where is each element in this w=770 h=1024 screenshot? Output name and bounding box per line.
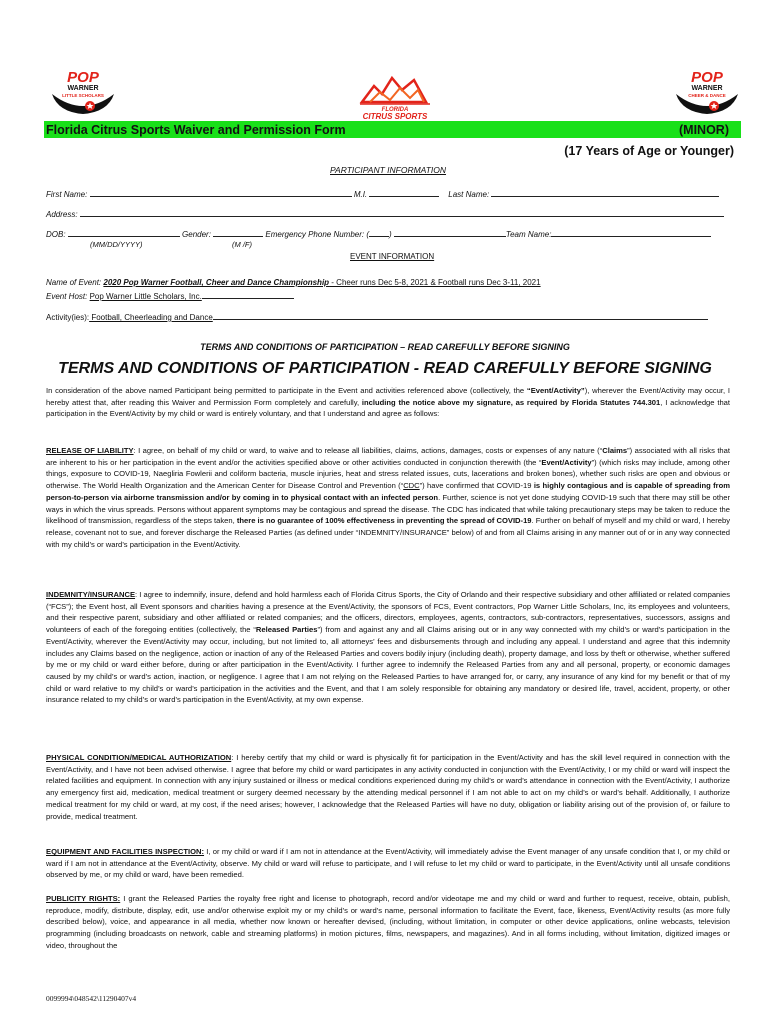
gender-field[interactable] (213, 228, 263, 237)
physical-heading: PHYSICAL CONDITION/MEDICAL AUTHORIZATION (46, 753, 232, 762)
intro-statute-notice: including the notice above my signature, as required by Florida Statutes 744.301 (361, 397, 661, 407)
release-paragraph (46, 445, 730, 550)
address-row (46, 208, 724, 219)
pop-warner-cheer-dance-logo (672, 66, 742, 116)
equipment-text: I, or my child or ward if I am not in attendance at the Event/Activity, will immediately advise the Event manager of any unsafe condition that I, or my child or ward if I am not in attendance at the Event/Activity, observe. My child or ward will refuse to participate, and I will refuse to let my child or ward to participate, in the Event/Activity until all unsafe conditions observed by me, or my child or ward, have been remedied. (46, 847, 731, 880)
activities-row (46, 311, 708, 322)
activities-label: Activity(ies): (46, 313, 90, 322)
participant-info-heading: PARTICIPANT INFORMATION (330, 165, 447, 175)
release-text-3: ”) (which risks may include, among other things, exposure to COVID-19, Naegliria Fowlerii and coliform bacteria, muscle injuries, heat and stress related issues, cuts, lacerations and broken bones), whether such risks are open and obvious or otherwise. The World Health Organization and the American Center for Disease Control and Prevention (“ (46, 457, 730, 491)
dob-hint: (MM/DD/YYYY) (90, 240, 143, 249)
dob-row (46, 228, 711, 239)
terms-big-heading: TERMS AND CONDITIONS OF PARTICIPATION - READ CAREFULLY BEFORE SIGNING (58, 360, 712, 377)
release-text-4: ”) have confirmed that COVID-19 (419, 481, 534, 491)
form-title: Florida Citrus Sports Waiver and Permission Form (46, 122, 346, 137)
last-name-label: Last Name: (448, 190, 490, 199)
event-host-row (46, 290, 294, 301)
publicity-heading: PUBLICITY RIGHTS: (46, 894, 121, 903)
publicity-text: I grant the Released Parties the royalty free right and license to photograph, record and/or videotape me and my child or ward and further to request, receive, obtain, publish, reproduce, modify, distribute, display, edit, use and/or otherwise exploit my or my child’s or ward’s name, personal information to facilitate the Event, face, likeness, Event/Activity results (as more fully described below), voice, and appearance in all media, whether now known or hereafter devised, (including, without limitation, in computer or other device applications, online webcasts, television programming (including broadcasts on network, cable and streaming platforms) in motion pictures, films, newspapers, and magazines). And in all forms including, without limitation, digitized images or video, throughout the (46, 894, 730, 950)
mi-label: M.I. (353, 190, 368, 199)
release-event-term: Event/Activity (541, 457, 592, 467)
team-label: Team Name: (505, 230, 552, 239)
age-subtitle: (17 Years of Age or Younger) (564, 144, 734, 158)
event-name-value: 2020 Pop Warner Football, Cheer and Dance Championship (103, 278, 330, 287)
logo-left-tag: LITTLE SCHOLARS (62, 93, 104, 98)
intro-text-2: ), wherever the Event/Activity may occur, I hereby attest that, after reading this Waiver and Permission Form completely and carefully, (46, 386, 730, 407)
event-name-detail: - Cheer runs Dec 5-8, 2021 & Football runs Dec 3-11, 2021 (329, 278, 541, 287)
release-text-1: : I agree, on behalf of my child or ward, to waive and to release all liabilities, claims, actions, damages, costs or expenses of any nature (“ (133, 446, 603, 455)
release-text-2: ”) associated with all risks that are inherent to his or her participation in the event and/or the activities specified above or other activities conducted in conjunction therewith (the “ (46, 446, 730, 467)
event-info-heading: EVENT INFORMATION (350, 252, 435, 261)
intro-event-term: “Event/Activity” (526, 386, 585, 395)
event-host-blank (202, 290, 294, 299)
intro-text-3: , I acknowledge that participation in the Event/Activity by my child or ward is entirely voluntary, and that I understand and agree as follows: (46, 397, 730, 419)
logo-left-warner: WARNER (67, 85, 99, 92)
dob-label: DOB: (46, 230, 66, 239)
event-host-value: Pop Warner Little Scholars, Inc. (89, 292, 202, 301)
gender-hint: (M /F) (232, 240, 252, 249)
indemnity-released-parties-term: Released Parties (255, 625, 318, 635)
intro-text-1: In consideration of the above named Participant being permitted to participate in the Event and activities referenced above (collectively, the (46, 386, 527, 395)
release-contagious-notice: is highly contagious and is capable of spreading from person-to-person via airborne transmission and/or by coming in to physical contact with an infected person (46, 481, 730, 502)
logo-left-pop: POP (67, 69, 99, 86)
activities-value: Football, Cheerleading and Dance (89, 313, 213, 322)
event-name-row (46, 278, 541, 287)
activities-blank (213, 311, 708, 320)
logo-center-florida: FLORIDA (381, 107, 409, 113)
phone-field[interactable] (394, 228, 506, 237)
document-id: 0099994\048542\11290407v4 (46, 994, 137, 1003)
florida-citrus-sports-logo (352, 72, 438, 122)
release-heading: RELEASE OF LIABILITY (46, 446, 134, 455)
first-name-field[interactable] (90, 188, 352, 197)
publicity-paragraph (46, 893, 730, 952)
last-name-field[interactable] (491, 188, 719, 197)
form-title-bar (44, 121, 741, 138)
indemnity-text-2: ”) from and against any and all Claims arising out or in any way connected with my child’s or ward’s participation in the Event/Activity, wherever the Event/Activity may occur, including, but not limited to, all attorneys’ fees and disbursements through and including any appeal. I understand and agree that this indemnity includes any Claims based on the negligence, action or inaction of any of the Released Parties and covers bodily injury (including death), property damage, and loss by theft or otherwise, whether suffered by me or my child or ward either before, during or after participation in the Event/Activity. I further agree to indemnify the Released Parties from any and all personal, property, or economic damages caused by my child’s or ward’s action, inaction, or negligence. I agree that I am not relying on the Released Parties to have arranged for, or carry, any insurance of any kind for my benefit or that of my child or ward relative to my child’s or ward’s participation in the activities and the Event, and that I am solely responsible for obtaining any mandatory or desired life, travel, accident, property, or other insurance related to my child’s or ward’s participation in the Event/Activity, at my own expense. (46, 625, 730, 705)
equipment-paragraph (46, 846, 730, 881)
indemnity-heading: INDEMNITY/INSURANCE (46, 590, 136, 599)
gender-label: Gender: (182, 230, 211, 239)
equipment-heading: EQUIPMENT AND FACILITIES INSPECTION: (46, 847, 205, 856)
intro-paragraph (46, 385, 730, 420)
name-row (46, 188, 719, 199)
phone-area-field[interactable] (369, 228, 389, 237)
release-text-6: . Further on behalf of myself and my child or ward, I hereby release, covenant not to sue, and forever discharge the Released Parties (as defined under “INDEMNITY/INSURANCE” below) of and from all Claims arising in any manner out of or in any way connected with my child’s or ward’s participation in the Event/Activity. (46, 516, 730, 549)
physical-paragraph (46, 752, 730, 822)
dob-field[interactable] (68, 228, 180, 237)
logo-right-tag: CHEER & DANCE (688, 93, 726, 98)
team-field[interactable] (551, 228, 711, 237)
release-text-5: . Further, science is not yet done studying COVID-19 such that there may still be other ways in which the virus spreads. Persons without apparent symptoms may be contagious and spread the disease. The CDC has indicated that while taking precautionary steps may be taken to reduce the likelihood of transmission, regardless of the steps taken, (46, 492, 730, 526)
mi-field[interactable] (369, 188, 439, 197)
physical-text: : I hereby certify that my child or ward is physically fit for participation in the Event/Activity and has the skill level required in connection with the Event/Activity, and I have not been advised otherwise. I agree that before my child or ward participates in any activity conducted in conjunction with the Event/Activity, I or my child or ward will inspect the related facilities and equipment. In connection with any injury sustained or illness or medical conditions experienced during my child’s or ward’s attendance in connection with the Event/Activity, I authorize any emergency first aid, medication, medical treatment or surgery deemed necessary by the attending medical personnel if I am not able to act on my child’s or ward’s behalf. Additionally, I authorize medical treatment for my child or ward, at my cost, if the need arises; however, I acknowledge that the Released Parties will have no duty, obligation or liability arising out of the provision of, or failure to provide, medical treatment. (46, 753, 731, 821)
event-host-label: Event Host: (46, 292, 88, 301)
release-cdc-term: CDC (403, 481, 420, 491)
logo-right-warner: WARNER (691, 85, 723, 92)
release-claims-term: Claims (602, 446, 628, 455)
phone-label: Emergency Phone Number: ( (265, 230, 370, 239)
release-no-guarantee-notice: there is no guarantee of 100% effectiveness in preventing the spread of COVID-19 (236, 516, 532, 526)
phone-close: ) (389, 230, 392, 239)
address-field[interactable] (80, 208, 724, 217)
address-label: Address: (46, 210, 78, 219)
indemnity-text-1: : I agree to indemnify, insure, defend and hold harmless each of Florida Citrus Sports, the City of Orlando and their respective subsidiary and other affiliated or related companies (“FCS”); the Event host, all Event sponsors and charities having a presence at the Event/Activity, the sponsors of FCS, Event contractors, Pop Warner Little Scholars, Inc, its employees and volunteers, and their respective parent, subsidiary and other affiliated or related companies; and the officers, directors, employees, agents, contractors, sub-contractors, representatives, successors, assigns and volunteers of each of the foregoing entities (collectively, the “ (46, 590, 730, 635)
logo-center-citrus-sports: CITRUS SPORTS (362, 112, 428, 121)
terms-small-heading: TERMS AND CONDITIONS OF PARTICIPATION – READ CAREFULLY BEFORE SIGNING (200, 342, 570, 352)
logo-right-pop: POP (691, 69, 723, 86)
indemnity-paragraph (46, 589, 730, 706)
pop-warner-little-scholars-logo (48, 66, 118, 116)
first-name-label: First Name: (46, 190, 88, 199)
minor-label: (MINOR) (679, 122, 729, 137)
event-name-label: Name of Event: (46, 278, 102, 287)
